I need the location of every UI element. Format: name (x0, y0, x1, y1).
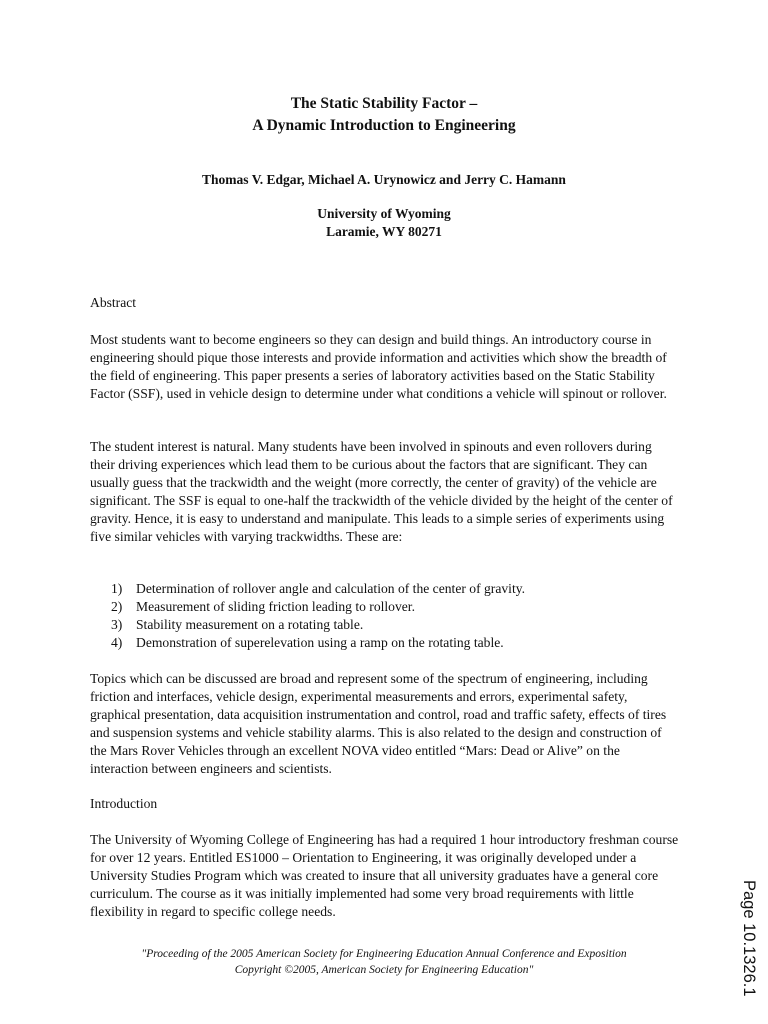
affiliation-city: Laramie, WY 80271 (326, 224, 442, 239)
list-item-number: 4) (111, 635, 123, 650)
paragraph-text: The University of Wyoming College of Engineering has had a required 1 hour introductory freshman course for over 12 years. Entitled ES1000 – Orientation to Engineering, it was originally developed under a University Studies Program which was created to insure that all university graduates have a general core curriculum. The course as it was initially implemented had some very broad requirements with little flexibility in regard to specific college needs. (90, 832, 679, 919)
paragraph-text: Most students want to become engineers so they can design and build things. An introductory course in engineering should pique those interests and provide information and activities which show the breadth of the field of engineering. This paper presents a series of laboratory activities based on the Static Stability Factor (SSF), used in vehicle design to determine under what conditions a vehicle will spinout or rollover. (90, 332, 667, 401)
paper-title-line-2: A Dynamic Introduction to Engineering (252, 117, 516, 134)
list-item-text: Demonstration of superelevation using a ramp on the rotating table. (136, 635, 504, 650)
list-item (111, 616, 671, 634)
abstract-heading: Abstract (90, 295, 137, 310)
affiliation-university: University of Wyoming (317, 206, 451, 221)
experiment-list (111, 580, 671, 652)
introduction-paragraph-1 (90, 831, 680, 921)
list-item-number: 3) (111, 617, 123, 632)
abstract-paragraph-1 (90, 331, 680, 403)
list-item (111, 598, 671, 616)
list-item (111, 634, 671, 652)
list-item-number: 1) (111, 581, 123, 596)
paragraph-text: The student interest is natural. Many students have been involved in spinouts and even rollovers during their driving experiences which lead them to be curious about the factors that are significant. They can usually guess that the trackwidth and the weight (more correctly, the center of gravity) of the vehicle are significant. The SSF is equal to one-half the trackwidth of the vehicle divided by the height of the center of gravity. Hence, it is easy to understand and manipulate. This leads to a simple series of experiments using five similar vehicles with varying trackwidths. These are: (90, 439, 673, 544)
footer-line-1: "Proceeding of the 2005 American Society for Engineering Education Annual Conference and Exposition (141, 948, 627, 960)
introduction-heading: Introduction (90, 796, 158, 811)
paper-title-line-1: The Static Stability Factor – (290, 95, 478, 112)
page-stamp-text: Page 10.1326.1 (740, 880, 758, 997)
page-stamp (736, 880, 760, 1020)
list-item-text: Stability measurement on a rotating table. (136, 617, 364, 632)
list-item (111, 580, 671, 598)
list-item-number: 2) (111, 599, 123, 614)
paragraph-text: Topics which can be discussed are broad and represent some of the spectrum of engineering, including friction and interfaces, vehicle design, experimental measurements and errors, experimental safety, graphical presentation, data acquisition instrumentation and control, road and traffic safety, effects of tires and suspension systems and vehicle stability alarms. This is also related to the design and construction of the Mars Rover Vehicles through an excellent NOVA video entitled “Mars: Dead or Alive” on the interaction between engineers and scientists. (90, 671, 667, 776)
author-list: Thomas V. Edgar, Michael A. Urynowicz and Jerry C. Hamann (202, 172, 566, 187)
abstract-paragraph-2 (90, 438, 680, 546)
list-item-text: Determination of rollover angle and calculation of the center of gravity. (136, 581, 526, 596)
list-item-text: Measurement of sliding friction leading to rollover. (136, 599, 415, 614)
abstract-paragraph-3 (90, 670, 680, 778)
footer-line-2: Copyright ©2005, American Society for Engineering Education" (234, 964, 534, 976)
